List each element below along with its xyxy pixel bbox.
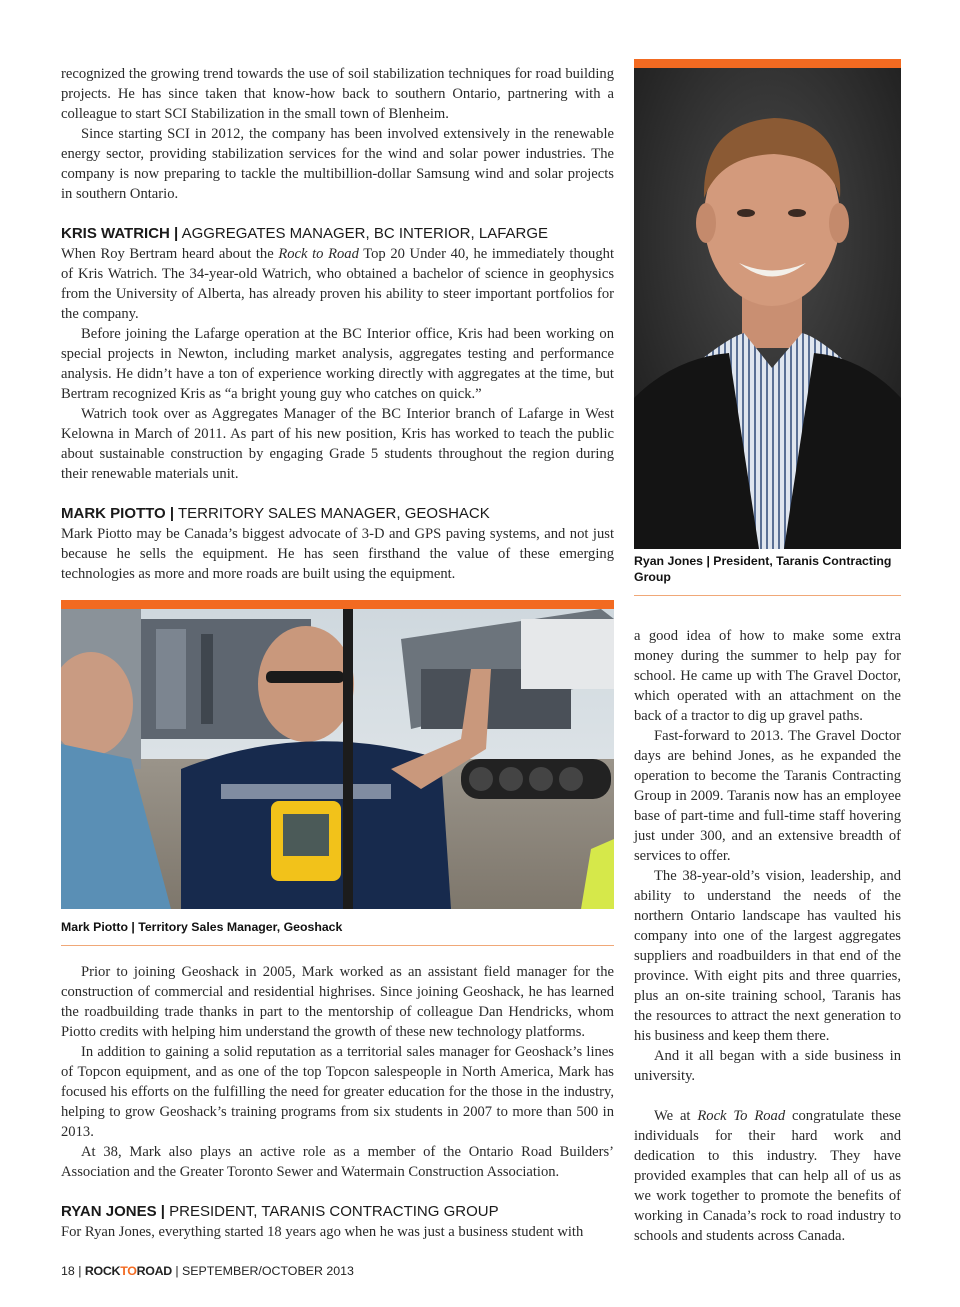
ryan-caption: Ryan Jones | President, Taranis Contracting Group (634, 554, 892, 584)
kris-paragraph-1: When Roy Bertram heard about the Rock to Road Top 20 Under 40, he immediately thought of Kris Watrich. The 34-year-old Watrich, who obtained a bachelor of science in geophysics from the University of Alberta, has already proven his ability to steer important portfolios for the company. (61, 246, 614, 322)
ryan-photo-bar (634, 59, 901, 68)
ryan-name: RYAN JONES | (61, 1203, 165, 1220)
ryan-caption-rule (634, 595, 901, 596)
right-column-text (634, 626, 901, 1246)
ryan-paragraph-1: For Ryan Jones, everything started 18 years ago when he was just a business student with (61, 1224, 584, 1240)
mark-photo-figure (61, 600, 614, 946)
right-column-photo (634, 59, 901, 596)
ryan-paragraph-1-continued: a good idea of how to make some extra money during the summer to help pay for school. He came up with The Gravel Doctor, which operated with an attachment on the back of a tractor to dig up gravel paths. (634, 628, 901, 724)
ryan-photo (634, 68, 901, 549)
mark-caption: Mark Piotto | Territory Sales Manager, Geoshack (61, 920, 343, 934)
closing-paragraph: We at Rock To Road congratulate these individuals for their hard work and dedication to this industry. They have provided examples that can help all of us as we work together to promote the benefits of working in Canada’s rock to road industry to schools and students across Canada. (634, 1108, 902, 1244)
kris-paragraph-3: Watrich took over as Aggregates Manager of the BC Interior branch of Lafarge in West Kelowna in March of 2011. As part of his new position, Kris has worked to teach the public about sustainable construction by engaging Grade 5 students throughout the region during their renewable materials unit. (61, 406, 614, 482)
mark-paragraph-4: At 38, Mark also plays an active role as a member of the Ontario Road Builders’ Association and the Greater Toronto Sewer and Watermain Construction Association. (61, 1144, 614, 1180)
intro-paragraph-1: recognized the growing trend towards the use of soil stabilization techniques for road building projects. He has since taken that know-how back to southern Ontario, partnering with a colleague to start SCI Stabilization in the small town of Blenheim. (61, 66, 614, 122)
kris-paragraph-2: Before joining the Lafarge operation at the BC Interior office, Kris had been working on special projects in Newton, including market analysis, aggregates testing and performance analysis. He didn’t have a ton of experience working directly with aggregates at the time, but Bertram recognized Kris as “a bright young guy who catches on quick.” (61, 326, 614, 402)
mark-heading (61, 504, 614, 524)
mark-photo (61, 609, 614, 909)
ryan-role: PRESIDENT, TARANIS CONTRACTING GROUP (164, 1203, 499, 1220)
kris-role: AGGREGATES MANAGER, BC INTERIOR, LAFARGE (178, 225, 549, 242)
page-number: 18 | (61, 1264, 82, 1278)
page-footer (61, 1264, 354, 1278)
magazine-logo: ROCKTOROAD (84, 1264, 172, 1278)
mark-role: TERRITORY SALES MANAGER, GEOSHACK (174, 505, 490, 522)
kris-heading (61, 224, 614, 244)
ryan-paragraph-4: And it all began with a side business in university. (634, 1048, 901, 1084)
ryan-heading (61, 1202, 614, 1222)
mark-name: MARK PIOTTO | (61, 505, 175, 522)
intro-paragraph-2: Since starting SCI in 2012, the company has been involved extensively in the renewable energy sector, providing stabilization services for the wind and solar power industries. The company is now preparing to tackle the multibillion-dollar Samsung wind and solar projects in southern Ontario. (61, 126, 614, 202)
mark-paragraph-2: Prior to joining Geoshack in 2005, Mark worked as an assistant field manager for the construction of commercial and residential highrises. Since joining Geoshack, he has learned the roadbuilding trade thanks in part to the mentorship of colleague Dan Hendricks, whom Piotto credits with helping him understand the growth of these new technology platforms. (61, 964, 614, 1040)
left-column (61, 64, 614, 1242)
mark-paragraph-1: Mark Piotto may be Canada’s biggest advocate of 3-D and GPS paving systems, and not just because he sells the equipment. He has seen firsthand the value of these emerging technologies as more and more roads are built using the equipment. (61, 526, 614, 582)
ryan-paragraph-3: The 38-year-old’s vision, leadership, and ability to understand the needs of the northern Ontario landscape has vaulted his company into one of the largest aggregates suppliers and roadbuilders in that end of the province. With eight pits and three quarries, plus an on-site training school, Taranis has the resources to attract the next generation to his business and keep them there. (634, 868, 901, 1044)
mark-paragraph-3: In addition to gaining a solid reputation as a territorial sales manager for Geoshack’s lines of Topcon equipment, and as one of the top Topcon salespeople in North America, Mark has focused his efforts on the fulfilling the need for greater education for the those in the industry, helping to grow Geoshack’s training programs from six students in 2007 to more than 500 in 2013. (61, 1044, 614, 1140)
mark-photo-bar (61, 600, 614, 609)
kris-name: KRIS WATRICH | (61, 225, 179, 242)
ryan-paragraph-2: Fast-forward to 2013. The Gravel Doctor days are behind Jones, as he expanded the operation to become the Taranis Contracting Group in 2009. Taranis now has an employee base of part-time and full-time staff hovering just under 300, and an extensive breadth of services to offer. (634, 728, 901, 864)
issue-date: | SEPTEMBER/OCTOBER 2013 (175, 1264, 354, 1278)
